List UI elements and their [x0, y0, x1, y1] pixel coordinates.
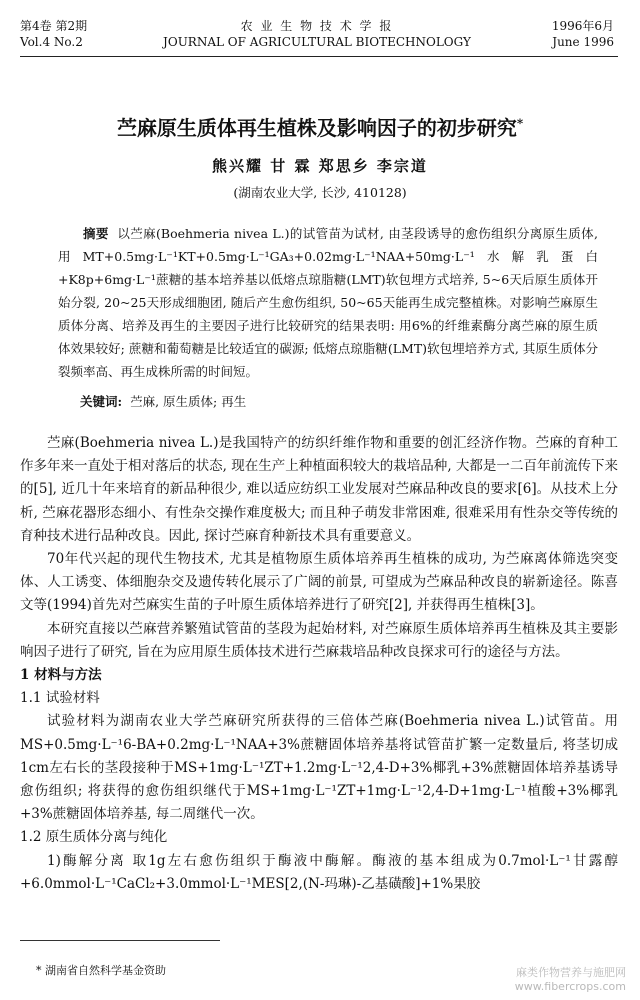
authors: 熊兴耀 甘 霖 郑思乡 李宗道: [212, 157, 428, 175]
article-title: [0, 112, 640, 141]
section-heading-1: 1 材料与方法: [20, 667, 102, 684]
subsection-heading-1-1: 1.1 试验材料: [20, 690, 100, 707]
volume-cn: 第4卷 第2期: [20, 19, 88, 33]
article-title-text: 苎麻原生质体再生植株及影响因子的初步研究: [116, 116, 517, 140]
watermark-line-1: 麻类作物营养与施肥网: [516, 966, 626, 979]
isolation-paragraph: 1)酶解分离 取1g左右愈伤组织于酶液中酶解。酶液的基本组成为0.7mol·L⁻¹甘露醇+6.0mmol·L⁻¹CaCl₂+3.0mmol·L⁻¹MES[2,(N-玛琳)-乙基磺酸]+1%果胶: [20, 852, 618, 892]
keywords-text: 苎麻, 原生质体; 再生: [130, 394, 247, 409]
article-body: [20, 432, 618, 896]
issue-date: [552, 18, 614, 50]
abstract: [58, 222, 598, 383]
intro-paragraph-2: 70年代兴起的现代生物技术, 尤其是植物原生质体培养再生植株的成功, 为苎麻离体筛选突变体、人工诱变、体细胞杂交及遗传转化展示了广阔的前景, 可望成为苎麻品种改良的崭新途径。陈喜文等(1994)首先对苎麻实生苗的子叶原生质体培养进行了研究[2], 并获得再生植株[3]。: [20, 551, 618, 614]
date-en: June 1996: [552, 35, 614, 49]
abstract-text: 以苎麻(Boehmeria nivea L.)的试管苗为试材, 由茎段诱导的愈伤组织分离原生质体, 用MT+0.5mg·L⁻¹KT+0.5mg·L⁻¹GA₃+0.02mg·L⁻¹NAA+50mg·L⁻¹水解乳蛋白+K8p+6mg·L⁻¹蔗糖的基本培养基以低熔点琼脂糖(LMT)软包埋方式培养, 5~6天后原生质体开始分裂, 20~25天形成细胞团, 随后产生愈伤组织, 50~65天能再生成完整植株。对影响苎麻原生质体分离、培养及再生的主要因子进行比较研究的结果表明: 用6%的纤维素酶分离苎麻的原生质体效果较好; 蔗糖和葡萄糖是比较适宜的碳源; 低熔点琼脂糖(LMT)软包埋培养方式, 其原生质体分裂频率高、再生成株所需的时间短。: [58, 226, 598, 379]
intro-paragraph-3: 本研究直接以苎麻营养繁殖试管苗的茎段为起始材料, 对苎麻原生质体培养再生植株及其主要影响因子进行了研究, 旨在为应用原生质体技术进行苎麻栽培品种改良探求可行的途径与方法。: [20, 620, 618, 660]
date-cn: 1996年6月: [551, 19, 614, 33]
header-rule: [20, 56, 618, 57]
intro-paragraph-1: 苎麻(Boehmeria nivea L.)是我国特产的纺织纤维作物和重要的创汇经济作物。苎麻的育种工作多年来一直处于相对落后的状态, 现在生产上种植面积较大的栽培品种, 大都是一二百年前流传下来的[5], 近几十年来培育的新品种很少, 难以适应纺织工业发展对苎麻品种改良的要求[6]。从技术上分析, 苎麻花器形态细小、有性杂交操作难度极大; 而且种子萌发非常困难, 很难采用有性杂交等传统的育种技术进行品种改良。因此, 探讨苎麻育种新技术具有重要意义。: [20, 435, 618, 544]
running-header: [20, 18, 614, 58]
watermark-line-2: www.fibercrops.com: [514, 980, 626, 993]
keywords-label: 关键词:: [80, 394, 123, 409]
keywords: [80, 392, 246, 410]
materials-paragraph: 试验材料为湖南农业大学苎麻研究所获得的三倍体苎麻(Boehmeria nivea L.)试管苗。用MS+0.5mg·L⁻¹6-BA+0.2mg·L⁻¹NAA+3%蔗糖固体培养基将试管苗扩繁一定数量后, 将茎切成1cm左右长的茎段接种于MS+1mg·L⁻¹ZT+1.2mg·L⁻¹2,4-D+3%椰乳+3%蔗糖固体培养基诱导愈伤组织; 将获得的愈伤组织继代于MS+1mg·L⁻¹ZT+1mg·L⁻¹2,4-D+1mg·L⁻¹植酸+3%椰乳+3%蔗糖固体培养基, 每二周继代一次。: [20, 713, 618, 823]
volume-en: Vol.4 No.2: [20, 35, 83, 49]
subsection-heading-1-2: 1.2 原生质体分离与纯化: [20, 829, 168, 846]
abstract-label: 摘要: [83, 226, 109, 241]
journal-name-en: JOURNAL OF AGRICULTURAL BIOTECHNOLOGY: [163, 35, 471, 49]
funding-footnote: * 湖南省自然科学基金资助: [36, 964, 166, 977]
journal-name: [20, 18, 614, 50]
footnote-rule: [20, 940, 220, 941]
title-footnote-mark: *: [516, 116, 524, 131]
site-watermark: [515, 966, 626, 994]
journal-name-cn: 农 业 生 物 技 术 学 报: [240, 19, 394, 33]
affiliation: (湖南农业大学, 长沙, 410128): [233, 185, 407, 200]
